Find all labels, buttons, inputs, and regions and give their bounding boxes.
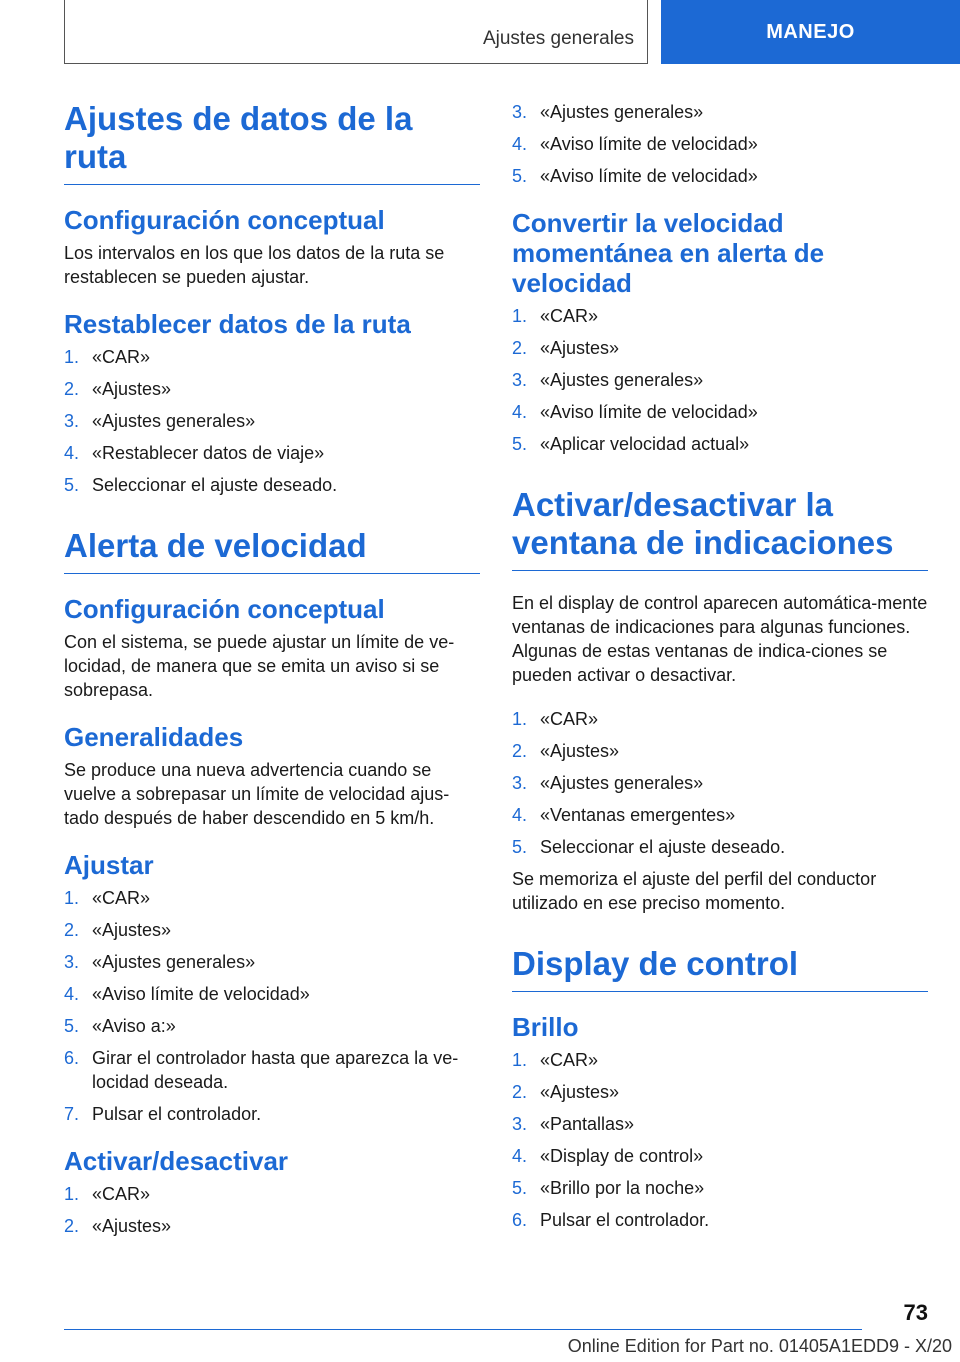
list-item-number: 2. <box>512 741 528 761</box>
list-item-text: «Restablecer datos de viaje» <box>92 443 325 463</box>
list-item-text: «CAR» <box>540 306 599 326</box>
paragraph-concept-route: Los intervalos en los que los datos de la ruta se restablecen se pueden ajustar. <box>64 243 445 287</box>
toggle-steps-list <box>64 1182 480 1238</box>
list-item-text: «Aviso límite de velocidad» <box>540 134 758 154</box>
list-item-text: Pulsar el controlador. <box>92 1104 262 1124</box>
list-item <box>64 918 480 942</box>
list-item-text: Seleccionar el ajuste deseado. <box>540 837 786 857</box>
list-item <box>64 473 480 497</box>
list-item-number: 2. <box>64 1216 80 1236</box>
list-item-number: 2. <box>512 338 528 358</box>
list-item <box>512 432 928 456</box>
header-chapter-tab[interactable]: MANEJO <box>661 0 960 64</box>
list-item-text: «CAR» <box>540 1050 599 1070</box>
list-item-text: «Ajustes generales» <box>92 952 256 972</box>
list-item-text: «Ajustes» <box>92 379 172 399</box>
list-item <box>512 1048 928 1072</box>
list-item <box>512 336 928 360</box>
list-item <box>64 886 480 910</box>
list-item <box>512 132 928 156</box>
list-item-text: Seleccionar el ajuste deseado. <box>92 475 338 495</box>
list-item-number: 7. <box>64 1104 80 1124</box>
convert-steps-list <box>512 304 928 456</box>
list-item-number: 3. <box>64 411 80 431</box>
heading-speed-alert: Alerta de velocidad <box>64 527 480 574</box>
list-item <box>512 368 928 392</box>
list-item <box>64 982 480 1006</box>
heading-control-display: Display de control <box>512 945 928 992</box>
list-item-number: 1. <box>64 888 80 908</box>
list-item-number: 1. <box>512 306 528 326</box>
list-item <box>512 400 928 424</box>
list-item <box>512 1208 928 1232</box>
window-steps-list <box>512 707 928 859</box>
list-item-text: «Ajustes» <box>540 338 620 358</box>
list-item-text: «Ventanas emergentes» <box>540 805 736 825</box>
list-item-text: «Ajustes» <box>92 920 172 940</box>
list-item-number: 1. <box>64 1184 80 1204</box>
list-item-number: 4. <box>512 805 528 825</box>
list-item <box>512 1080 928 1104</box>
list-item-number: 5. <box>64 1016 80 1036</box>
list-item <box>64 1014 480 1038</box>
brightness-steps-list <box>512 1048 928 1232</box>
list-item-number: 1. <box>512 709 528 729</box>
list-item-text: Pulsar el controlador. <box>540 1210 710 1230</box>
list-item-number: 5. <box>512 837 528 857</box>
heading-concept-route: Configuración conceptual <box>64 205 385 235</box>
list-item-text: «Aviso límite de velocidad» <box>540 402 758 422</box>
list-item-text: «Ajustes» <box>540 741 620 761</box>
list-item <box>64 1102 480 1126</box>
list-item <box>512 803 928 827</box>
list-item-text: «Aviso a:» <box>92 1016 176 1036</box>
paragraph-general: Se produce una nueva advertencia cuando se vuelve a sobrepasar un límite de velocidad ajus-tado después de haber descendido en 5 km/h. <box>64 760 450 828</box>
right-column <box>512 100 928 1252</box>
list-item-number: 4. <box>64 443 80 463</box>
list-item <box>512 1176 928 1200</box>
list-item-text: «Display de control» <box>540 1146 704 1166</box>
list-item-number: 2. <box>64 920 80 940</box>
list-item <box>512 100 928 124</box>
list-item-text: «Aviso límite de velocidad» <box>92 984 310 1004</box>
paragraph-window-note: Se memoriza el ajuste del perfil del conductor utilizado en ese preciso momento. <box>512 869 877 913</box>
list-item-number: 5. <box>512 434 528 454</box>
list-item-number: 3. <box>512 370 528 390</box>
adjust-steps-list <box>64 886 480 1126</box>
list-item-number: 5. <box>512 1178 528 1198</box>
list-item <box>512 164 928 188</box>
list-item-text: «Ajustes» <box>92 1216 172 1236</box>
list-item <box>64 441 480 465</box>
page-number: 73 <box>903 1300 928 1325</box>
list-item <box>512 739 928 763</box>
list-item-text: «Ajustes generales» <box>540 773 704 793</box>
list-item-number: 3. <box>512 1114 528 1134</box>
list-item-number: 6. <box>64 1048 80 1068</box>
list-item-number: 6. <box>512 1210 528 1230</box>
list-item-text: «CAR» <box>92 888 151 908</box>
list-item <box>512 835 928 859</box>
heading-reset-route: Restablecer datos de la ruta <box>64 309 411 339</box>
list-item-text: «Aplicar velocidad actual» <box>540 434 750 454</box>
list-item <box>64 1182 480 1206</box>
heading-route-data: Ajustes de datos de la ruta <box>64 100 480 185</box>
list-item <box>512 707 928 731</box>
list-item-text: Girar el controlador hasta que aparezca la ve-locidad deseada. <box>92 1048 459 1092</box>
list-item <box>64 409 480 433</box>
list-item-number: 3. <box>512 773 528 793</box>
heading-general: Generalidades <box>64 722 244 752</box>
list-item-number: 4. <box>512 134 528 154</box>
list-item-text: «Aviso límite de velocidad» <box>540 166 758 186</box>
toggle-steps-continued <box>512 100 928 188</box>
list-item <box>64 377 480 401</box>
list-item-number: 4. <box>64 984 80 1004</box>
list-item <box>64 345 480 369</box>
list-item-text: «Ajustes generales» <box>92 411 256 431</box>
left-column <box>64 100 480 1258</box>
list-item-number: 1. <box>64 347 80 367</box>
list-item-number: 2. <box>512 1082 528 1102</box>
list-item-text: «Pantallas» <box>540 1114 635 1134</box>
heading-brightness: Brillo <box>512 1012 579 1042</box>
list-item-number: 3. <box>64 952 80 972</box>
reset-steps-list <box>64 345 480 497</box>
list-item <box>64 950 480 974</box>
list-item <box>64 1214 480 1238</box>
list-item-number: 3. <box>512 102 528 122</box>
heading-convert-speed: Convertir la velocidad momentánea en alerta de velocidad <box>512 208 825 298</box>
list-item <box>512 771 928 795</box>
list-item <box>512 304 928 328</box>
edition-footer: Online Edition for Part no. 01405A1EDD9 - X/20 <box>567 1336 952 1356</box>
list-item-number: 5. <box>512 166 528 186</box>
list-item-text: «CAR» <box>92 347 151 367</box>
header-section-title: Ajustes generales <box>482 28 634 49</box>
list-item-number: 5. <box>64 475 80 495</box>
heading-toggle: Activar/desactivar <box>64 1146 289 1176</box>
list-item-text: «Ajustes generales» <box>540 102 704 122</box>
list-item <box>64 1046 480 1094</box>
paragraph-concept-speed: Con el sistema, se puede ajustar un límite de ve-locidad, de manera que se emita un aviso si se sobrepasa. <box>64 632 455 700</box>
heading-indication-window: Activar/desactivar la ventana de indicaciones <box>512 486 928 571</box>
list-item-text: «CAR» <box>540 709 599 729</box>
heading-adjust: Ajustar <box>64 850 154 880</box>
list-item <box>512 1112 928 1136</box>
list-item-text: «CAR» <box>92 1184 151 1204</box>
footer-divider <box>64 1329 862 1330</box>
list-item <box>512 1144 928 1168</box>
list-item-number: 2. <box>64 379 80 399</box>
list-item-text: «Ajustes generales» <box>540 370 704 390</box>
paragraph-indication-window: En el display de control aparecen automática-mente ventanas de indicaciones para algunas funciones. Algunas de estas ventanas de indica-ciones se pueden activar o desactivar. <box>512 593 928 685</box>
list-item-number: 1. <box>512 1050 528 1070</box>
list-item-number: 4. <box>512 1146 528 1166</box>
list-item-number: 4. <box>512 402 528 422</box>
list-item-text: «Brillo por la noche» <box>540 1178 705 1198</box>
list-item-text: «Ajustes» <box>540 1082 620 1102</box>
heading-concept-speed: Configuración conceptual <box>64 594 385 624</box>
